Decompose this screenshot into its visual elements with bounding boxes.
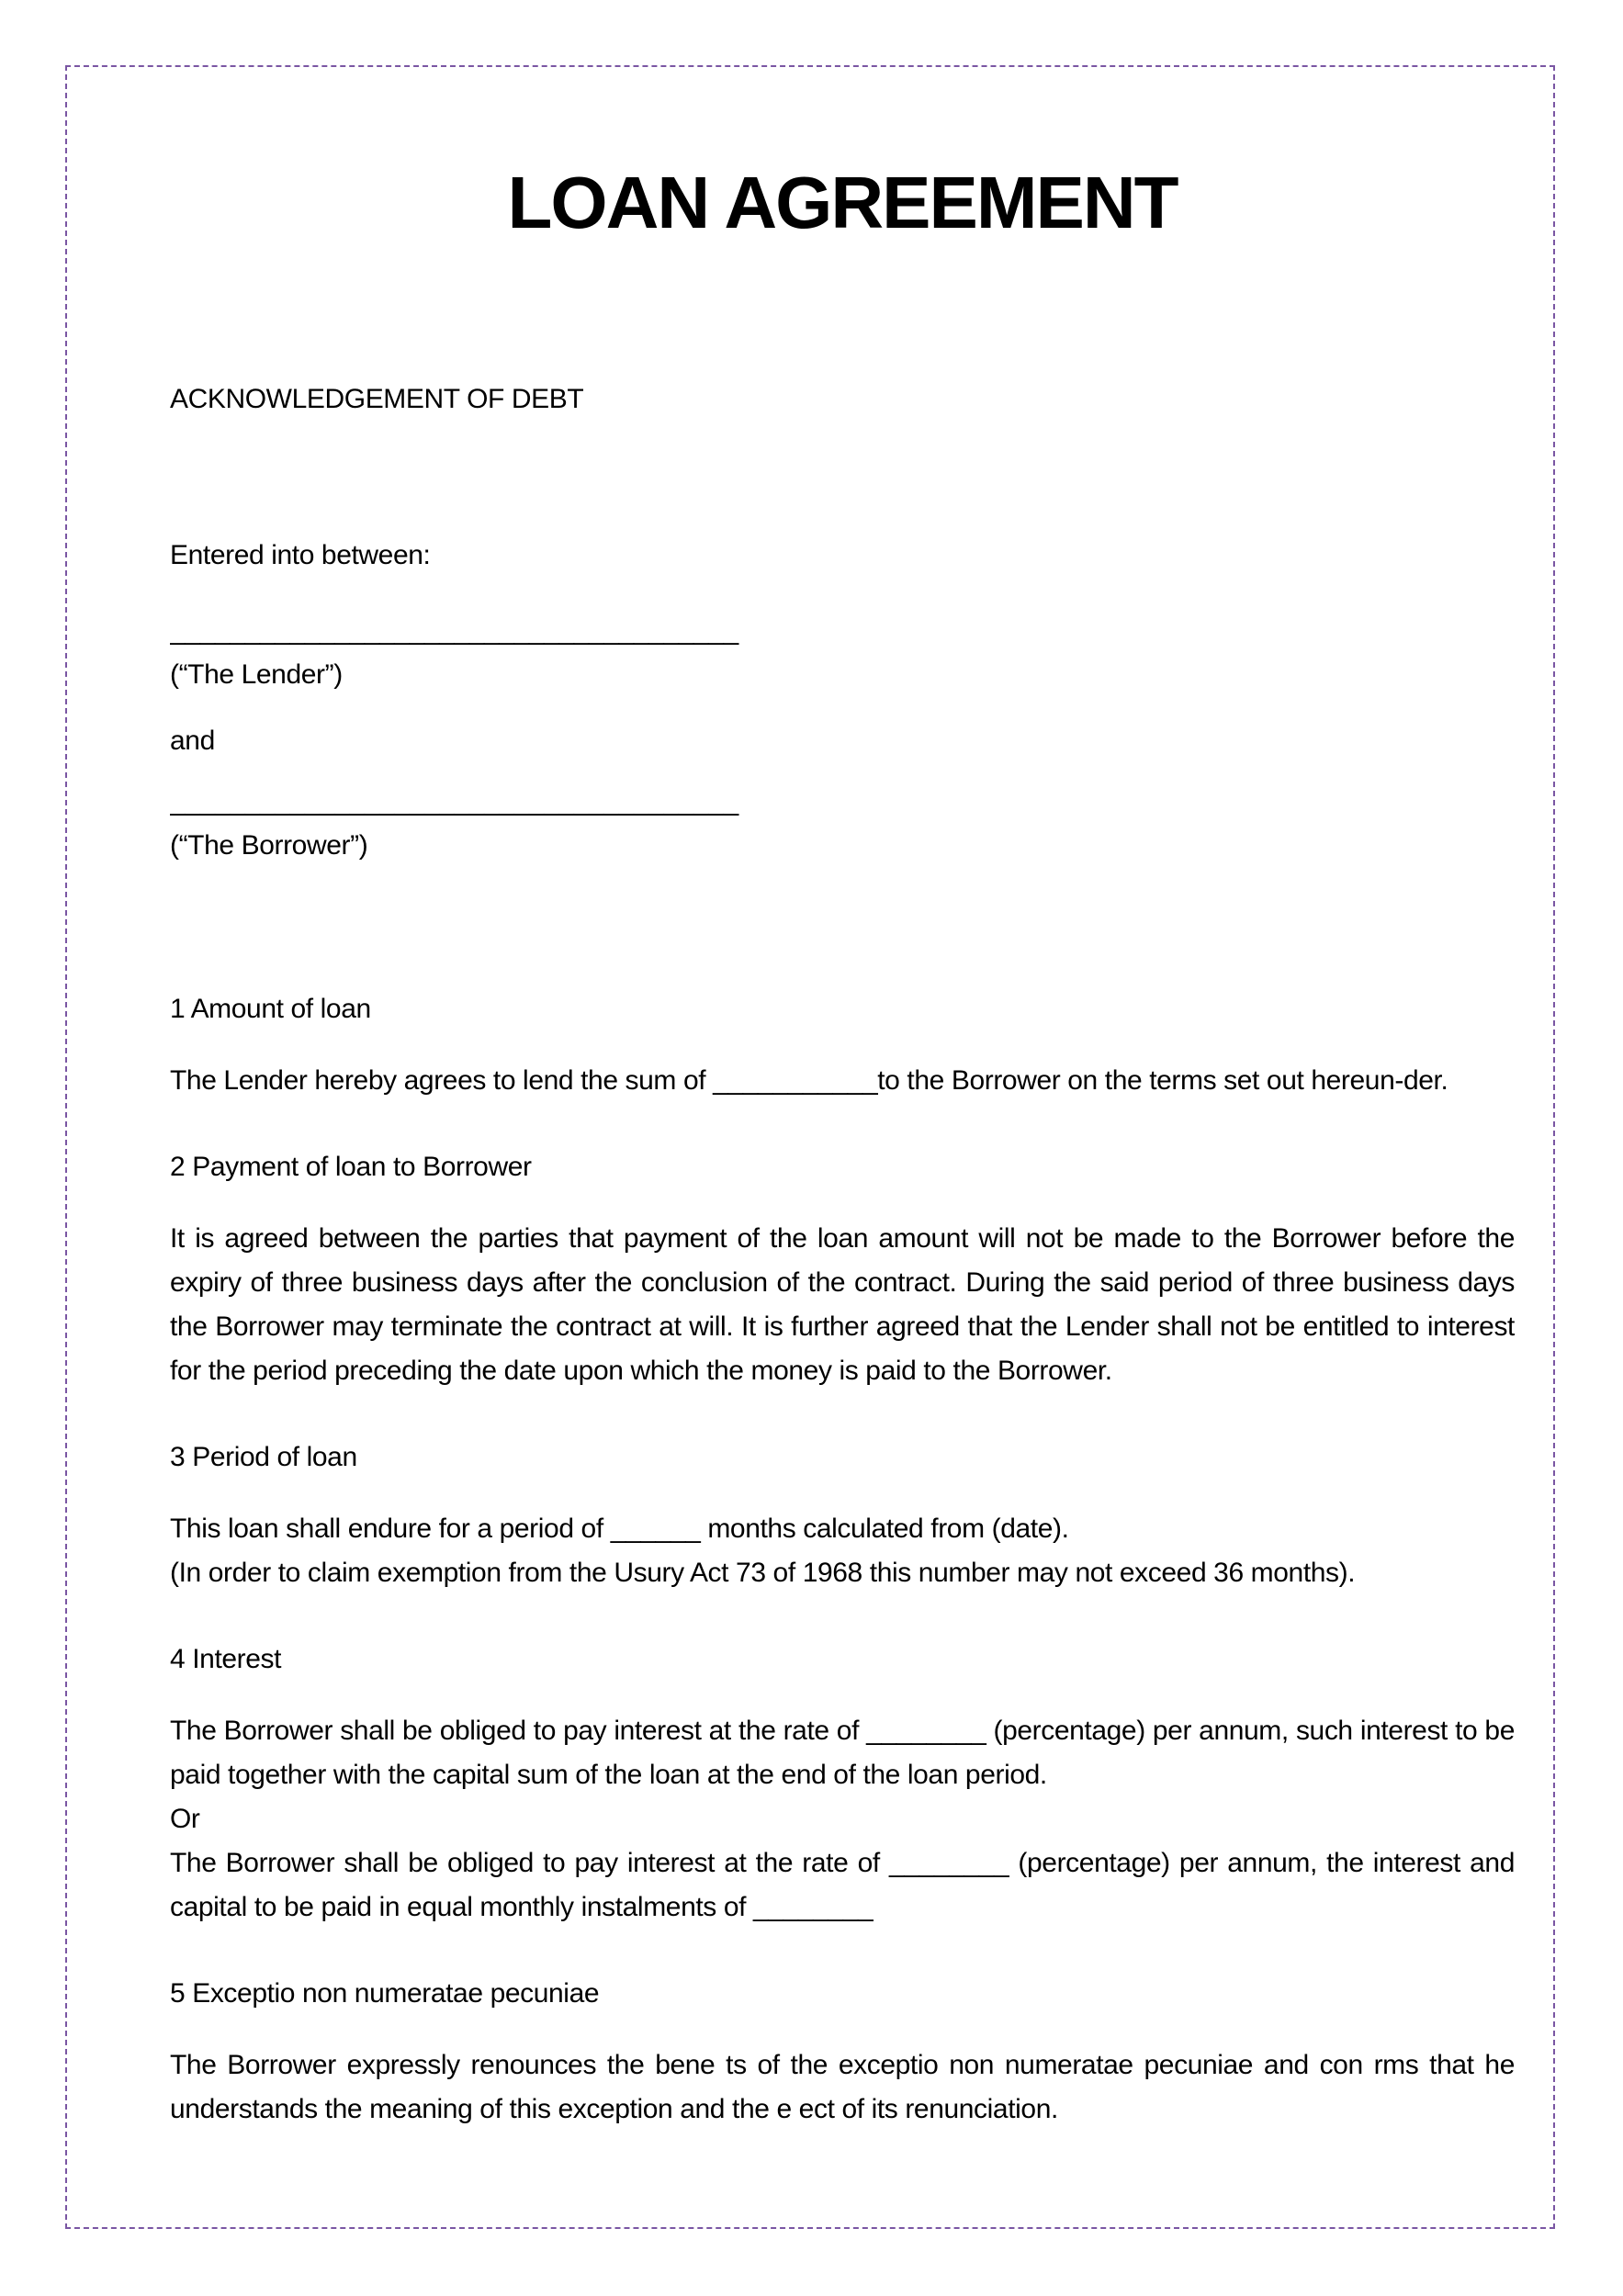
section-paragraph: The Borrower expressly renounces the bene ts of the exceptio non numeratae pecuniae and con rms that he understands the meaning of this exception and the e ect of its renunciation. bbox=[170, 2050, 1515, 2124]
section-heading: 3 Period of loan bbox=[170, 1442, 357, 1472]
section-paragraph: The Borrower shall be obliged to pay interest at the rate of ________ (percentage) per annum, such interest to be paid together with the capital sum of the loan at the end of the loan period. bbox=[170, 1716, 1515, 1790]
section-paragraph: The Borrower shall be obliged to pay interest at the rate of ________ (percentage) per annum, the interest and capital to be paid in equal monthly instalments of ________ bbox=[170, 1848, 1515, 1922]
section-heading: 5 Exceptio non numeratae pecuniae bbox=[170, 1978, 600, 2009]
section-interest bbox=[170, 1638, 1515, 1930]
section-exceptio bbox=[170, 1972, 1515, 2132]
document-content bbox=[67, 67, 1553, 2227]
document-subtitle: ACKNOWLEDGEMENT OF DEBT bbox=[170, 384, 584, 414]
section-paragraph: It is agreed between the parties that payment of the loan amount will not be made to the Borrower before the expiry of three business days after the conclusion of the contract. During the said period of three business days the Borrower may terminate the contract at will. It is further agreed that the Lender shall not be entitled to interest for the period preceding the date upon which the money is paid to the Borrower. bbox=[170, 1223, 1515, 1386]
section-payment-of-loan bbox=[170, 1145, 1515, 1393]
parties-conjunction: and bbox=[170, 726, 215, 756]
section-paragraph: This loan shall endure for a period of ______ months calculated from (date). bbox=[170, 1514, 1069, 1544]
section-paragraph: (In order to claim exemption from the Usury Act 73 of 1968 this number may not exceed 36 months). bbox=[170, 1558, 1356, 1588]
section-heading: 4 Interest bbox=[170, 1644, 282, 1674]
section-heading: 1 Amount of loan bbox=[170, 994, 371, 1024]
borrower-name-blank: ______________________________________ bbox=[170, 786, 738, 816]
section-amount-of-loan bbox=[170, 987, 1515, 1103]
section-period-of-loan bbox=[170, 1435, 1515, 1595]
borrower-label: (“The Borrower”) bbox=[170, 830, 368, 861]
section-paragraph: The Lender hereby agrees to lend the sum of ___________to the Borrower on the terms set out hereun-der. bbox=[170, 1065, 1448, 1096]
lender-name-blank: ______________________________________ bbox=[170, 615, 738, 646]
section-paragraph-or: Or bbox=[170, 1804, 200, 1834]
lender-label: (“The Lender”) bbox=[170, 659, 343, 690]
section-heading: 2 Payment of loan to Borrower bbox=[170, 1152, 532, 1182]
parties-intro: Entered into between: bbox=[170, 540, 431, 570]
page-border bbox=[65, 65, 1555, 2229]
document-title: LOAN AGREEMENT bbox=[507, 162, 1178, 243]
